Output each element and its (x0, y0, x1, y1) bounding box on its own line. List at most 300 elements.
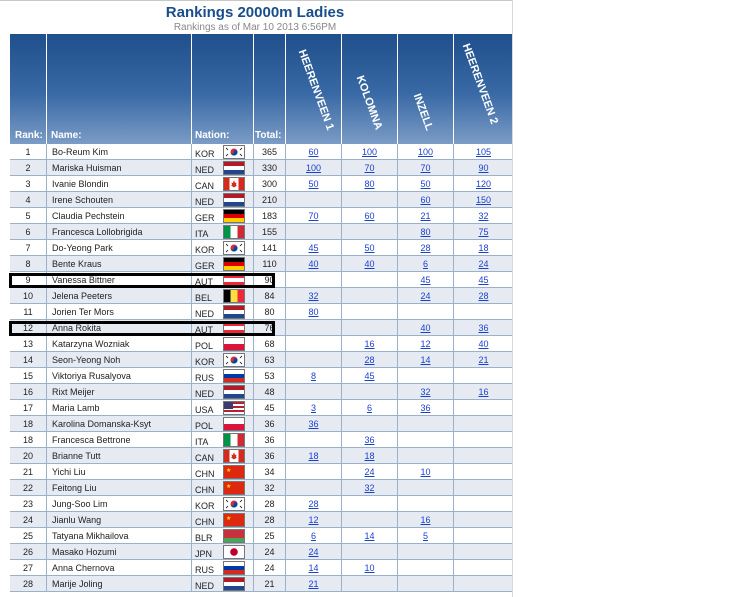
table-row (10, 256, 513, 272)
total-points: 90 (253, 272, 285, 288)
event-score-link[interactable]: 24 (285, 544, 341, 560)
event-score-link[interactable]: 12 (397, 336, 453, 352)
pol-flag-icon (223, 417, 245, 431)
athlete-name: Vanessa Bittner (46, 272, 191, 288)
table-header (10, 34, 513, 144)
header-event-inzell[interactable]: INZELL (410, 92, 436, 133)
event-score-link (341, 576, 397, 592)
nation-cell (191, 272, 253, 288)
event-score-link[interactable]: 10 (397, 464, 453, 480)
table-row (10, 176, 513, 192)
kor-flag-icon (223, 145, 245, 159)
can-flag-icon (223, 177, 245, 191)
nation-cell (191, 192, 253, 208)
nation-cell (191, 448, 253, 464)
nation-code: NED (195, 309, 215, 319)
event-score-link (341, 288, 397, 304)
nation-code: KOR (195, 149, 215, 159)
event-score-link[interactable]: 14 (341, 528, 397, 544)
event-score-link[interactable]: 70 (341, 160, 397, 176)
rank-cell: 16 (22, 387, 33, 397)
table-row (10, 384, 513, 400)
rank-cell: 2 (25, 163, 31, 173)
nation-code: CAN (195, 181, 215, 191)
event-score-link[interactable]: 100 (341, 144, 397, 160)
table-row (10, 336, 513, 352)
rank-cell: 24 (22, 515, 33, 525)
nation-cell (191, 336, 253, 352)
rank-cell: 7 (25, 243, 31, 253)
athlete-name: Jelena Peeters (46, 288, 191, 304)
nation-code: ITA (195, 229, 209, 239)
event-score-link[interactable]: 16 (341, 336, 397, 352)
svg-text:★: ★ (226, 468, 232, 474)
event-score-link[interactable]: 3 (285, 400, 341, 416)
total-points: 183 (253, 208, 285, 224)
nation-cell (191, 144, 253, 160)
bel-flag-icon (223, 289, 245, 303)
nation-cell (191, 480, 253, 496)
event-score-link (453, 560, 513, 576)
rus-flag-icon (223, 561, 245, 575)
event-score-link[interactable]: 36 (285, 416, 341, 432)
event-score-link[interactable]: 80 (341, 176, 397, 192)
event-score-link[interactable]: 24 (397, 288, 453, 304)
event-score-link[interactable]: 6 (285, 528, 341, 544)
event-score-link[interactable]: 16 (453, 384, 513, 400)
nation-code: KOR (195, 501, 215, 511)
athlete-name: Rixt Meijer (46, 384, 191, 400)
ned-flag-icon (223, 193, 245, 207)
event-score-link (453, 416, 513, 432)
event-score-link[interactable]: 24 (453, 256, 513, 272)
rank-cell: 9 (25, 275, 31, 285)
event-score-link (285, 272, 341, 288)
chn-flag-icon (223, 481, 245, 495)
event-score-link (453, 464, 513, 480)
header-name: Name: (51, 130, 82, 141)
header-separator (285, 34, 286, 144)
ger-flag-icon (223, 209, 245, 223)
event-score-link[interactable]: 45 (453, 272, 513, 288)
table-row (10, 304, 513, 320)
rank-cell: 18 (22, 435, 33, 445)
nation-cell (191, 256, 253, 272)
event-score-link[interactable]: 45 (285, 240, 341, 256)
event-score-link (285, 464, 341, 480)
total-points: 36 (253, 448, 285, 464)
header-separator (253, 34, 254, 144)
table-row (10, 416, 513, 432)
total-points: 53 (253, 368, 285, 384)
athlete-name: Jorien Ter Mors (46, 304, 191, 320)
event-score-link[interactable]: 50 (397, 176, 453, 192)
athlete-name: Maria Lamb (46, 400, 191, 416)
event-score-link[interactable]: 40 (397, 320, 453, 336)
event-score-link (285, 320, 341, 336)
event-score-link (285, 384, 341, 400)
event-score-link[interactable]: 5 (397, 528, 453, 544)
rank-cell: 22 (22, 483, 33, 493)
athlete-name: Anna Rokita (46, 320, 191, 336)
event-score-link[interactable]: 16 (397, 512, 453, 528)
athlete-name: Bo-Reum Kim (46, 144, 191, 160)
rank-cell: 3 (25, 179, 31, 189)
jpn-flag-icon (223, 545, 245, 559)
event-score-link (453, 512, 513, 528)
event-score-link (341, 320, 397, 336)
event-score-link[interactable]: 28 (397, 240, 453, 256)
athlete-name: Masako Hozumi (46, 544, 191, 560)
kor-flag-icon (223, 497, 245, 511)
athlete-name: Jianlu Wang (46, 512, 191, 528)
total-points: 32 (253, 480, 285, 496)
total-points: 84 (253, 288, 285, 304)
nation-code: POL (195, 341, 214, 351)
event-score-link[interactable]: 21 (397, 208, 453, 224)
event-score-link[interactable]: 100 (285, 160, 341, 176)
rank-cell: 23 (22, 499, 33, 509)
event-score-link (341, 272, 397, 288)
header-separator (341, 34, 342, 144)
athlete-name: Seon-Yeong Noh (46, 352, 191, 368)
athlete-name: Claudia Pechstein (46, 208, 191, 224)
rank-cell: 13 (22, 339, 33, 349)
total-points: 63 (253, 352, 285, 368)
event-score-link (341, 304, 397, 320)
athlete-name: Jung-Soo Lim (46, 496, 191, 512)
event-score-link (397, 368, 453, 384)
athlete-name: Tatyana Mikhailova (46, 528, 191, 544)
chn-flag-icon (223, 513, 245, 527)
event-score-link[interactable]: 14 (285, 560, 341, 576)
rank-cell: 4 (25, 195, 31, 205)
nation-cell (191, 224, 253, 240)
total-points: 45 (253, 400, 285, 416)
event-score-link[interactable]: 100 (397, 144, 453, 160)
nation-code: CHN (195, 469, 215, 479)
athlete-name: Francesca Lollobrigida (46, 224, 191, 240)
total-points: 28 (253, 512, 285, 528)
aut-flag-icon (223, 273, 245, 287)
table-row (10, 528, 513, 544)
nation-cell (191, 176, 253, 192)
event-score-link[interactable]: 45 (397, 272, 453, 288)
nation-code: KOR (195, 245, 215, 255)
athlete-name: Do-Yeong Park (46, 240, 191, 256)
event-score-link[interactable]: 50 (341, 240, 397, 256)
nation-code: GER (195, 261, 215, 271)
rank-cell: 8 (25, 259, 31, 269)
table-row (10, 464, 513, 480)
total-points: 330 (253, 160, 285, 176)
table-row (10, 160, 513, 176)
rank-cell: 11 (23, 307, 33, 317)
event-score-link[interactable]: 24 (341, 464, 397, 480)
event-score-link[interactable]: 6 (341, 400, 397, 416)
nation-code: ITA (195, 437, 209, 447)
event-score-link[interactable]: 60 (397, 192, 453, 208)
nation-cell (191, 544, 253, 560)
total-points: 76 (253, 320, 285, 336)
event-score-link[interactable]: 36 (397, 400, 453, 416)
event-score-link[interactable]: 32 (285, 288, 341, 304)
total-points: 300 (253, 176, 285, 192)
pol-flag-icon (223, 337, 245, 351)
rank-cell: 25 (22, 531, 33, 541)
usa-flag-icon (223, 401, 245, 415)
event-score-link (397, 544, 453, 560)
event-score-link (453, 448, 513, 464)
table-row (10, 192, 513, 208)
svg-text:★: ★ (226, 484, 232, 490)
event-score-link (341, 192, 397, 208)
header-separator (191, 34, 192, 144)
nation-code: RUS (195, 373, 215, 383)
nation-code: USA (195, 405, 214, 415)
event-score-link[interactable]: 28 (341, 352, 397, 368)
ned-flag-icon (223, 161, 245, 175)
nation-cell (191, 432, 253, 448)
event-score-link[interactable]: 60 (341, 208, 397, 224)
total-points: 28 (253, 496, 285, 512)
athlete-name: Irene Schouten (46, 192, 191, 208)
event-score-link (285, 480, 341, 496)
rank-cell: 26 (22, 547, 33, 557)
event-score-link[interactable]: 90 (453, 160, 513, 176)
event-score-link[interactable]: 12 (285, 512, 341, 528)
event-score-link (453, 576, 513, 592)
event-score-link (341, 416, 397, 432)
table-row (10, 208, 513, 224)
event-score-link[interactable]: 120 (453, 176, 513, 192)
blr-flag-icon (223, 529, 245, 543)
athlete-name: Francesca Bettrone (46, 432, 191, 448)
nation-code: NED (195, 581, 215, 591)
total-points: 141 (253, 240, 285, 256)
event-score-link (453, 480, 513, 496)
event-score-link (453, 528, 513, 544)
table-row (10, 368, 513, 384)
total-points: 36 (253, 432, 285, 448)
event-score-link[interactable]: 75 (453, 224, 513, 240)
kor-flag-icon (223, 241, 245, 255)
top-divider (0, 0, 512, 1)
nation-cell (191, 464, 253, 480)
event-score-link (453, 304, 513, 320)
event-score-link[interactable]: 14 (397, 352, 453, 368)
event-score-link[interactable]: 40 (453, 336, 513, 352)
event-score-link (341, 512, 397, 528)
event-score-link[interactable]: 50 (285, 176, 341, 192)
athlete-name: Mariska Huisman (46, 160, 191, 176)
nation-cell (191, 560, 253, 576)
table-row (10, 512, 513, 528)
nation-cell (191, 368, 253, 384)
rank-cell: 27 (22, 563, 33, 573)
nation-cell (191, 528, 253, 544)
header-event-heerenveen-2[interactable]: HEERENVEEN 2 (459, 42, 501, 126)
event-score-link[interactable]: 28 (453, 288, 513, 304)
event-score-link[interactable]: 18 (285, 448, 341, 464)
table-row (10, 496, 513, 512)
event-score-link[interactable]: 60 (285, 144, 341, 160)
nation-cell (191, 304, 253, 320)
athlete-name: Brianne Tutt (46, 448, 191, 464)
event-score-link[interactable]: 32 (341, 480, 397, 496)
header-rank: Rank: (15, 130, 43, 141)
nation-cell (191, 320, 253, 336)
event-score-link (285, 192, 341, 208)
nation-cell (191, 288, 253, 304)
event-score-link[interactable]: 150 (453, 192, 513, 208)
table-row (10, 144, 513, 160)
table-row (10, 480, 513, 496)
total-points: 110 (253, 256, 285, 272)
event-score-link[interactable]: 80 (397, 224, 453, 240)
event-score-link (397, 304, 453, 320)
svg-text:★: ★ (226, 516, 232, 522)
nation-cell (191, 160, 253, 176)
nation-cell (191, 384, 253, 400)
nation-cell (191, 416, 253, 432)
total-points: 25 (253, 528, 285, 544)
event-score-link (285, 352, 341, 368)
athlete-name: Ivanie Blondin (46, 176, 191, 192)
event-score-link (341, 496, 397, 512)
event-score-link (453, 400, 513, 416)
aut-flag-icon (223, 321, 245, 335)
table-row (10, 288, 513, 304)
event-score-link (341, 384, 397, 400)
rank-cell: 20 (22, 451, 33, 461)
event-score-link (285, 432, 341, 448)
event-score-link[interactable]: 21 (285, 576, 341, 592)
rank-cell: 28 (22, 579, 33, 589)
table-row (10, 576, 513, 592)
total-points: 210 (253, 192, 285, 208)
event-score-link[interactable]: 70 (285, 208, 341, 224)
event-score-link[interactable]: 40 (341, 256, 397, 272)
athlete-name: Karolina Domanska-Ksyt (46, 416, 191, 432)
event-score-link[interactable]: 6 (397, 256, 453, 272)
event-score-link[interactable]: 18 (341, 448, 397, 464)
nation-code: KOR (195, 357, 215, 367)
nation-code: RUS (195, 565, 215, 575)
event-score-link (397, 496, 453, 512)
event-score-link (397, 432, 453, 448)
event-score-link[interactable]: 36 (453, 320, 513, 336)
athlete-name: Marije Joling (46, 576, 191, 592)
event-score-link (285, 224, 341, 240)
nation-code: AUT (195, 325, 213, 335)
total-points: 21 (253, 576, 285, 592)
event-score-link[interactable]: 10 (341, 560, 397, 576)
event-score-link (397, 576, 453, 592)
table-row (10, 560, 513, 576)
event-score-link[interactable]: 45 (341, 368, 397, 384)
nation-cell (191, 496, 253, 512)
nation-code: GER (195, 213, 215, 223)
nation-cell (191, 576, 253, 592)
event-score-link[interactable]: 28 (285, 496, 341, 512)
total-points: 68 (253, 336, 285, 352)
table-row (10, 448, 513, 464)
total-points: 48 (253, 384, 285, 400)
page-title: Rankings 20000m Ladies (165, 4, 345, 21)
event-score-link[interactable]: 70 (397, 160, 453, 176)
rank-cell: 10 (22, 291, 33, 301)
nation-code: BLR (195, 533, 213, 543)
event-score-link[interactable]: 32 (397, 384, 453, 400)
table-row (10, 544, 513, 560)
table-row (10, 224, 513, 240)
nation-code: CHN (195, 517, 215, 527)
ita-flag-icon (223, 225, 245, 239)
event-score-link[interactable]: 80 (285, 304, 341, 320)
total-points: 155 (253, 224, 285, 240)
header-event-heerenveen-1[interactable]: HEERENVEEN 1 (295, 48, 337, 132)
rank-cell: 5 (25, 211, 31, 221)
athlete-name: Viktoriya Rusalyova (46, 368, 191, 384)
rank-cell: 21 (22, 467, 33, 477)
header-separator (453, 34, 454, 144)
nation-cell (191, 240, 253, 256)
nation-code: NED (195, 165, 215, 175)
event-score-link (453, 544, 513, 560)
header-event-kolomna[interactable]: KOLOMNA (353, 74, 385, 132)
athlete-name: Katarzyna Wozniak (46, 336, 191, 352)
nation-code: CAN (195, 453, 215, 463)
event-score-link[interactable]: 32 (453, 208, 513, 224)
event-score-link (453, 496, 513, 512)
event-score-link[interactable]: 36 (341, 432, 397, 448)
event-score-link[interactable]: 21 (453, 352, 513, 368)
table-row (10, 240, 513, 256)
event-score-link[interactable]: 18 (453, 240, 513, 256)
event-score-link[interactable]: 8 (285, 368, 341, 384)
ned-flag-icon (223, 305, 245, 319)
nation-code: CHN (195, 485, 215, 495)
event-score-link[interactable]: 105 (453, 144, 513, 160)
total-points: 36 (253, 416, 285, 432)
event-score-link[interactable]: 40 (285, 256, 341, 272)
rank-cell: 1 (25, 147, 31, 157)
nation-cell (191, 400, 253, 416)
rus-flag-icon (223, 369, 245, 383)
nation-code: NED (195, 197, 215, 207)
event-score-link (397, 448, 453, 464)
table-row (10, 400, 513, 416)
ned-flag-icon (223, 385, 245, 399)
total-points: 34 (253, 464, 285, 480)
rank-cell: 14 (22, 355, 33, 365)
table-row (10, 352, 513, 368)
header-nation: Nation: (195, 130, 230, 141)
ita-flag-icon (223, 433, 245, 447)
header-total: Total: (255, 130, 282, 141)
table-row (10, 320, 513, 336)
event-score-link (397, 560, 453, 576)
header-separator (397, 34, 398, 144)
event-score-link (341, 544, 397, 560)
page-subtitle: Rankings as of Mar 10 2013 6:56PM (173, 22, 337, 33)
ned-flag-icon (223, 577, 245, 591)
nation-code: AUT (195, 277, 213, 287)
rank-cell: 12 (22, 323, 33, 333)
table-row (10, 432, 513, 448)
athlete-name: Bente Kraus (46, 256, 191, 272)
